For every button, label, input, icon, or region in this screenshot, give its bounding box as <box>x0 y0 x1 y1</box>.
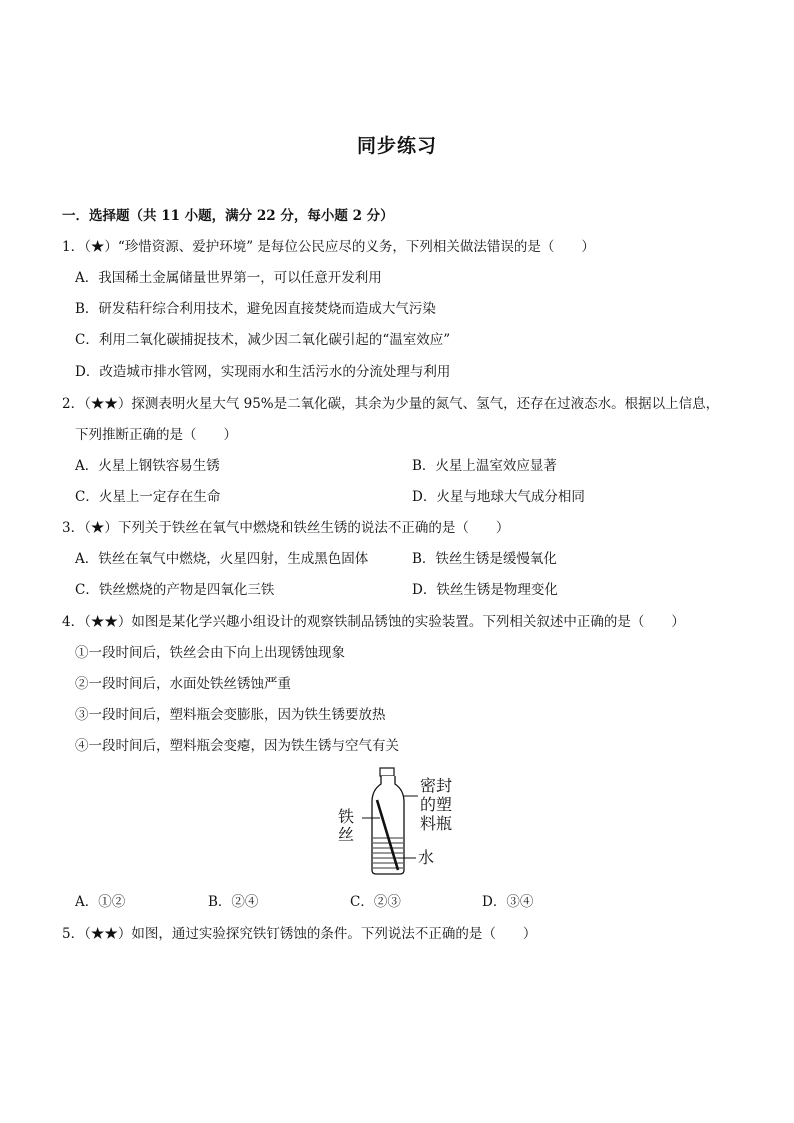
question-2-option-b: B．火星上温室效应显著 <box>412 458 557 474</box>
question-3-option-a: A．铁丝在氧气中燃烧，火星四射，生成黑色固体 <box>75 551 369 567</box>
question-4-option-a: A．①② <box>75 894 126 910</box>
question-1-stem: 1．（★）“珍惜资源、爱护环境” 是每位公民应尽的义务，下列相关做法错误的是（ ） <box>62 239 595 255</box>
question-1-option-a: A．我国稀土金属储量世界第一，可以任意开发利用 <box>75 270 382 286</box>
question-4-statement-4: ④一段时间后，塑料瓶会变瘪，因为铁生锈与空气有关 <box>75 738 399 754</box>
question-4-stem: 4．（★★）如图是某化学兴趣小组设计的观察铁制品锈蚀的实验装置。下列相关叙述中正确的是（ ） <box>62 614 685 630</box>
question-2-option-d: D．火星与地球大气成分相同 <box>412 489 585 505</box>
question-4-option-d: D．③④ <box>482 894 534 910</box>
label-de-su: 的塑 <box>420 795 453 814</box>
question-1-option-c: C．利用二氧化碳捕捉技术，减少因二氧化碳引起的“温室效应” <box>75 332 451 348</box>
section-heading: 一．选择题（共 11 小题，满分 22 分，每小题 2 分） <box>62 208 394 224</box>
question-2-option-c: C．火星上一定存在生命 <box>75 489 221 505</box>
label-shui: 水 <box>418 848 435 867</box>
label-liao-ping: 料瓶 <box>420 814 453 833</box>
question-2-stem: 2．（★★）探测表明火星大气 95%是二氧化碳，其余为少量的氮气、氢气，还存在过液态水。根据以上信息， <box>62 396 720 412</box>
question-1-option-b: B．研发秸秆综合利用技术，避免因直接焚烧而造成大气污染 <box>75 301 436 317</box>
question-3-stem: 3．（★）下列关于铁丝在氧气中燃烧和铁丝生锈的说法不正确的是（ ） <box>62 520 510 536</box>
question-3-option-b: B．铁丝生锈是缓慢氧化 <box>412 551 557 567</box>
question-3-option-d: D．铁丝生锈是物理变化 <box>412 582 558 598</box>
question-4-option-c: C．②③ <box>350 894 401 910</box>
question-3-option-c: C．铁丝燃烧的产物是四氧化三铁 <box>75 582 275 598</box>
question-4-option-b: B．②④ <box>208 894 259 910</box>
page-title: 同步练习 <box>356 135 437 157</box>
question-4-statement-1: ①一段时间后，铁丝会由下向上出现锈蚀现象 <box>75 645 345 661</box>
question-5-stem: 5．（★★）如图，通过实验探究铁钉锈蚀的条件。下列说法不正确的是（ ） <box>62 926 537 942</box>
bottle-cap <box>380 768 394 776</box>
label-si: 丝 <box>338 825 355 844</box>
plastic-bottle <box>372 776 404 874</box>
question-4-statement-2: ②一段时间后，水面处铁丝锈蚀严重 <box>75 676 291 692</box>
label-mi-feng: 密封 <box>420 776 453 795</box>
question-1-option-d: D．改造城市排水管网，实现雨水和生活污水的分流处理与利用 <box>75 364 451 380</box>
question-2-stem-continued: 下列推断正确的是（ ） <box>75 427 237 443</box>
question-2-option-a: A．火星上钢铁容易生锈 <box>75 458 220 474</box>
sealed-bottle-iron-wire-figure <box>336 766 466 878</box>
label-tie: 铁 <box>338 807 355 826</box>
question-4-statement-3: ③一段时间后，塑料瓶会变膨胀，因为铁生锈要放热 <box>75 707 386 723</box>
